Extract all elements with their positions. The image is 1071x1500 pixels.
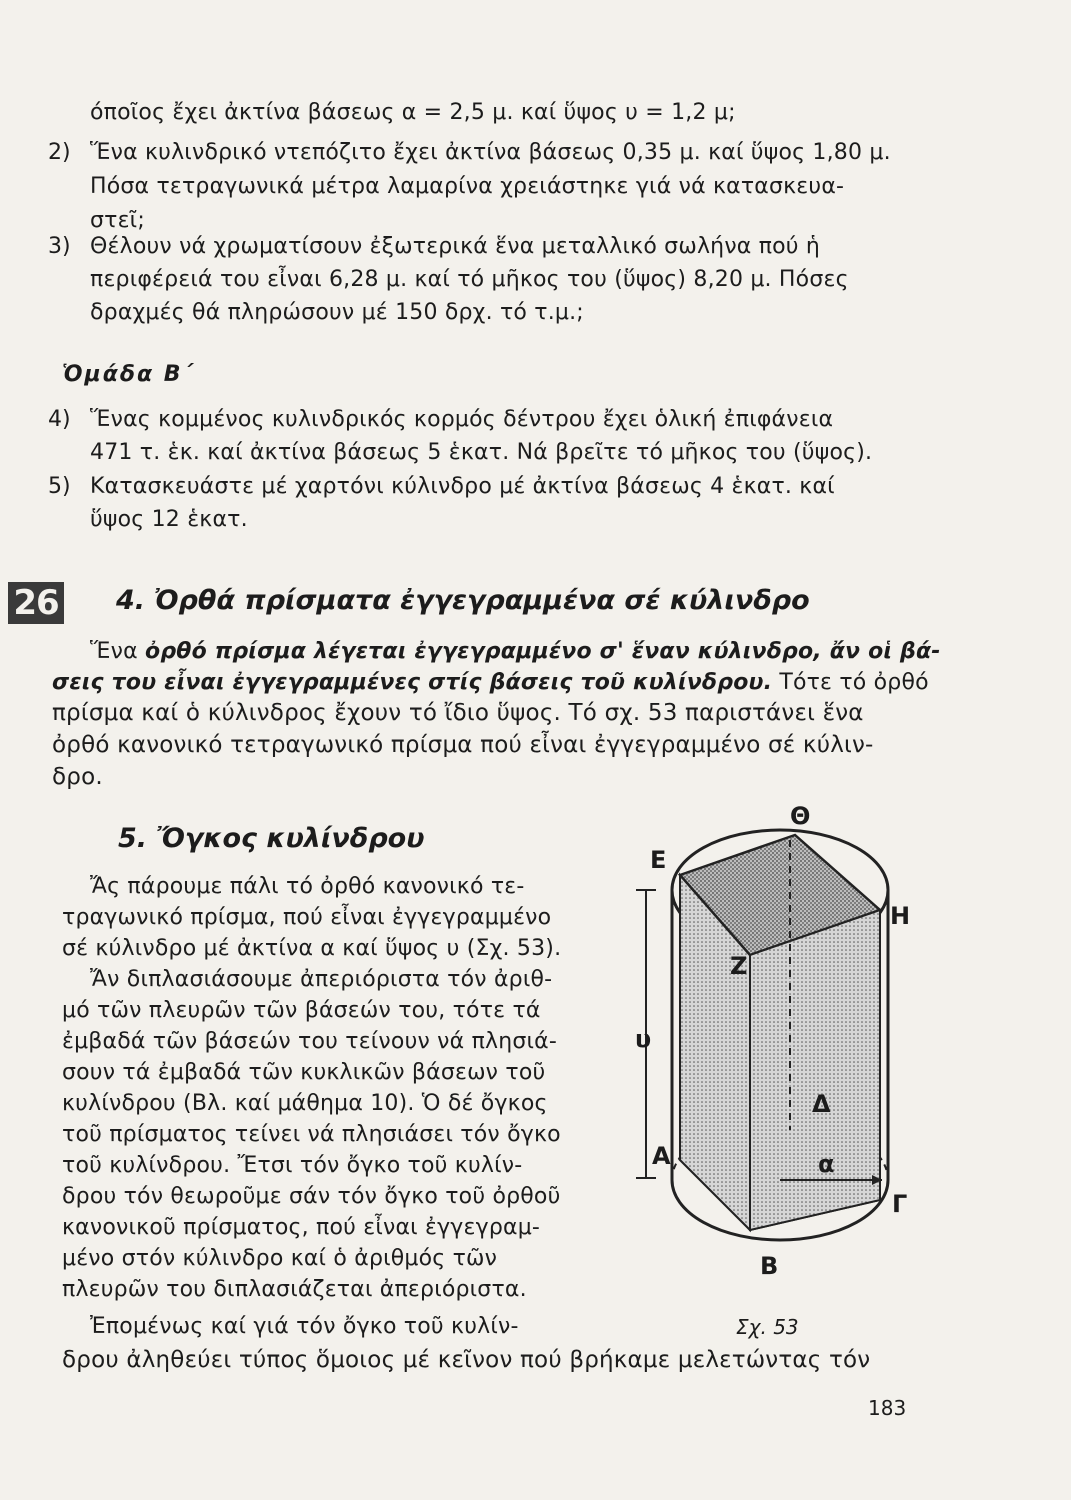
exercise-2-number: 2) <box>48 140 71 165</box>
figure-label-b: Β <box>760 1252 779 1280</box>
section-4-line-1 <box>90 637 941 667</box>
exercise-5-line-1: Κατασκευάστε μέ χαρτόνι κύλινδρο μέ ἀκτίνα βάσεως 4 ἑκατ. καί <box>90 474 835 499</box>
exercise-3-line-2: περιφέρειά του εἶναι 6,28 μ. καί τό μῆκος του (ὕψος) 8,20 μ. Πόσες <box>90 267 849 292</box>
section-4-line-1-plain: Ἕνα <box>90 639 145 664</box>
section-4-line-2 <box>52 668 929 698</box>
section-4-definition-part-1: ὀρθό πρίσμα λέγεται ἐγγεγραμμένο σ' ἕναν κύλινδρο, ἄν οἱ βά- <box>145 639 941 664</box>
exercise-4-number: 4) <box>48 407 71 432</box>
figure-label-h: Η <box>890 902 911 930</box>
exercise-2-line-3: στεῖ; <box>90 208 145 233</box>
exercise-3-number: 3) <box>48 234 71 259</box>
section-5-line-14: πλευρῶν του διπλασιάζεται ἀπεριόριστα. <box>62 1277 527 1302</box>
exercise-5-line-2: ὕψος 12 ἑκατ. <box>90 507 248 532</box>
section-5-line-6: ἐμβαδά τῶν βάσεών του τείνουν νά πλησιά- <box>62 1029 558 1054</box>
section-5-line-3: σέ κύλινδρο μέ ἀκτίνα α καί ὕψος υ (Σχ. 53). <box>62 936 562 961</box>
section-5-line-5: μό τῶν πλευρῶν τῶν βάσεών του, τότε τά <box>62 998 541 1023</box>
exercise-1-continuation: όποῖος ἔχει ἀκτίνα βάσεως α = 2,5 μ. καί ὕψος υ = 1,2 μ; <box>90 100 736 125</box>
figure-label-gamma: Γ <box>892 1190 908 1218</box>
section-5-line-1: Ἄς πάρουμε πάλι τό ὀρθό κανονικό τε- <box>90 874 525 899</box>
exercise-4-line-2: 471 τ. ἑκ. καί ἀκτίνα βάσεως 5 ἑκατ. Νά βρεῖτε τό μῆκος του (ὕψος). <box>90 440 873 465</box>
section-5-line-7: σουν τά ἐμβαδά τῶν κυκλικῶν βάσεων τοῦ <box>62 1060 546 1085</box>
figure-caption: Σχ. 53 <box>736 1315 799 1339</box>
section-5-line-13: μένο στόν κύλινδρο καί ὁ ἀριθμός τῶν <box>62 1246 498 1271</box>
figure-label-u: υ <box>635 1025 652 1053</box>
exercise-2-line-2: Πόσα τετραγωνικά μέτρα λαμαρίνα χρειάστηκε γιά νά κατασκευα- <box>90 174 845 199</box>
figure-label-e: Ε <box>650 846 667 874</box>
section-5-last-line: δρου ἀληθεύει τύπος ὅμοιος μέ κεῖνον πού βρήκαμε μελετώντας τόν <box>62 1347 871 1373</box>
section-5-line-12: κανονικοῦ πρίσματος, πού εἶναι ἐγγεγραμ- <box>62 1215 541 1240</box>
figure-label-a: Α <box>652 1142 671 1170</box>
figure-label-theta: Θ <box>790 802 811 830</box>
figure-label-alpha: α <box>818 1150 835 1178</box>
figure-label-z: Ζ <box>730 952 748 980</box>
exercise-3-line-1: Θέλουν νά χρωματίσουν ἐξωτερικά ἕνα μεταλλικό σωλήνα πού ἡ <box>90 234 821 259</box>
section-5-line-9: τοῦ πρίσματος τείνει νά πλησιάσει τόν ὄγκο <box>62 1122 561 1147</box>
section-4-definition-part-2: σεις του εἶναι ἐγγεγραμμένες στίς βάσεις τοῦ κυλίνδρου. <box>52 670 773 695</box>
section-5-line-10: τοῦ κυλίνδρου. Ἔτσι τόν ὄγκο τοῦ κυλίν- <box>62 1153 523 1178</box>
section-4-line-3: πρίσμα καί ὁ κύλινδρος ἔχουν τό ἴδιο ὕψος. Τό σχ. 53 παριστάνει ἕνα <box>52 700 864 726</box>
group-b-title: Ὁμάδα Β΄ <box>62 362 195 387</box>
exercise-3-line-3: δραχμές θά πληρώσουν μέ 150 δρχ. τό τ.μ.; <box>90 300 584 325</box>
figure-label-delta: Δ <box>812 1090 831 1118</box>
exercise-4-line-1: Ἕνας κομμένος κυλινδρικός κορμός δέντρου ἔχει ὁλική ἐπιφάνεια <box>90 407 834 432</box>
section-4-line-5: δρο. <box>52 764 103 790</box>
section-4-line-2-plain: Τότε τό ὀρθό <box>772 670 929 695</box>
exercise-5-number: 5) <box>48 474 71 499</box>
section-5-line-2: τραγωνικό πρίσμα, πού εἶναι ἐγγεγραμμένο <box>62 905 552 930</box>
section-4-line-4: ὀρθό κανονικό τετραγωνικό πρίσμα πού εἶναι ἐγγεγραμμένο σέ κύλιν- <box>52 732 874 758</box>
section-5-heading: 5. Ὄγκος κυλίνδρου <box>118 823 425 854</box>
section-5-line-4: Ἄν διπλασιάσουμε ἀπεριόριστα τόν ἀριθ- <box>90 967 553 992</box>
section-5-line-15: Ἐπομένως καί γιά τόν ὄγκο τοῦ κυλίν- <box>90 1314 519 1339</box>
page-number: 183 <box>868 1396 907 1420</box>
section-5-line-8: κυλίνδρου (Βλ. καί μάθημα 10). Ὁ δέ ὄγκος <box>62 1091 548 1116</box>
lesson-number-badge: 26 <box>8 582 64 624</box>
exercise-2-line-1: Ἕνα κυλινδρικό ντεπόζιτο ἔχει ἀκτίνα βάσεως 0,35 μ. καί ὕψος 1,80 μ. <box>90 140 891 165</box>
section-4-heading: 4. Ὀρθά πρίσματα ἐγγεγραμμένα σέ κύλινδρο <box>116 585 810 616</box>
section-5-line-11: δρου τόν θεωροῦμε σάν τόν ὄγκο τοῦ ὀρθοῦ <box>62 1184 561 1209</box>
prism-right-face <box>750 910 880 1230</box>
